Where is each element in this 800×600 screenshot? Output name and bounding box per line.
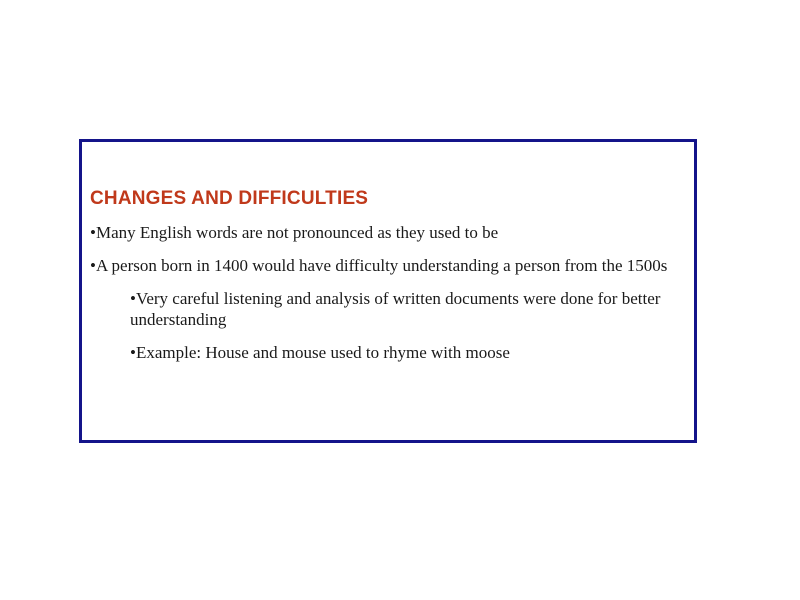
bullet-mark: •	[130, 289, 136, 308]
content-text-box	[79, 139, 697, 443]
bullet-text: Many English words are not pronounced as they used to be	[95, 223, 499, 242]
bullet-text: Example: House and mouse used to rhyme with moose	[135, 343, 510, 362]
slide-heading: CHANGES AND DIFFICULTIES	[90, 188, 369, 209]
bullet-item	[90, 255, 682, 276]
bullet-text: A person born in 1400 would have difficulty understanding a person from the 1500s	[95, 256, 668, 275]
sub-bullet-item	[90, 342, 682, 363]
bullet-mark: •	[90, 223, 96, 242]
bullet-mark: •	[130, 343, 136, 362]
bullet-item	[90, 222, 682, 243]
bullet-mark: •	[90, 256, 96, 275]
bullet-text: Very careful listening and analysis of written documents were done for better understanding	[130, 289, 661, 329]
sub-bullet-item	[90, 288, 682, 330]
